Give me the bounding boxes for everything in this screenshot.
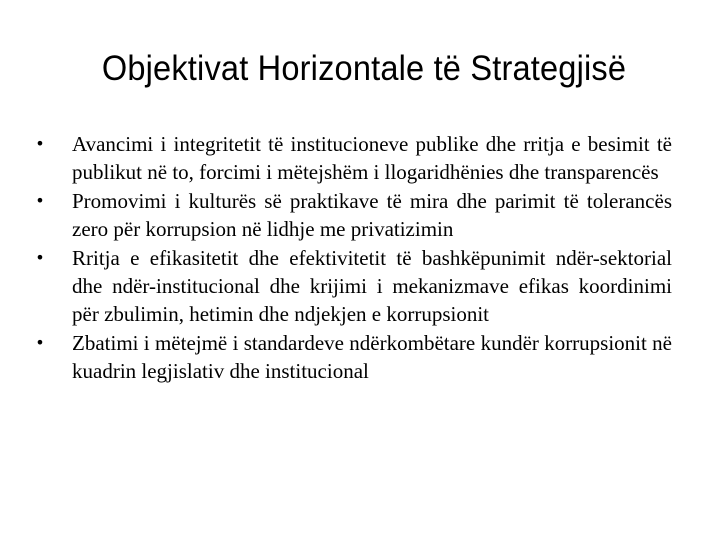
bullet-dot-icon: • <box>35 134 45 153</box>
bullet-item <box>36 187 672 243</box>
bullet-dot-icon: • <box>35 248 45 267</box>
slide-title: Objektivat Horizontale të Strategjisë <box>101 49 627 88</box>
bullet-text: Zbatimi i mëtejmë i standardeve ndërkombëtare kundër korrupsionit në kuadrin legjislativ dhe institucional <box>72 331 672 383</box>
bullet-text: Avancimi i integritetit të institucioneve publike dhe rritja e besimit të publikut në to, forcimi i mëtejshëm i llogaridhënies dhe transparencës <box>72 132 672 184</box>
bullet-text: Promovimi i kulturës së praktikave të mira dhe parimit të tolerancës zero për korrupsion në lidhje me privatizimin <box>72 189 672 241</box>
bullet-item <box>36 244 672 328</box>
bullet-text: Rritja e efikasitetit dhe efektivitetit të bashkëpunimit ndër-sektorial dhe ndër-institucional dhe krijimi i mekanizmave efikas koordinimi për zbulimin, hetimin dhe ndjekjen e korrupsionit <box>72 246 672 326</box>
bullet-item <box>36 130 672 186</box>
bullet-item <box>36 329 672 385</box>
bullet-dot-icon: • <box>35 333 45 352</box>
bullet-dot-icon: • <box>35 191 45 210</box>
bullet-list <box>36 130 672 386</box>
